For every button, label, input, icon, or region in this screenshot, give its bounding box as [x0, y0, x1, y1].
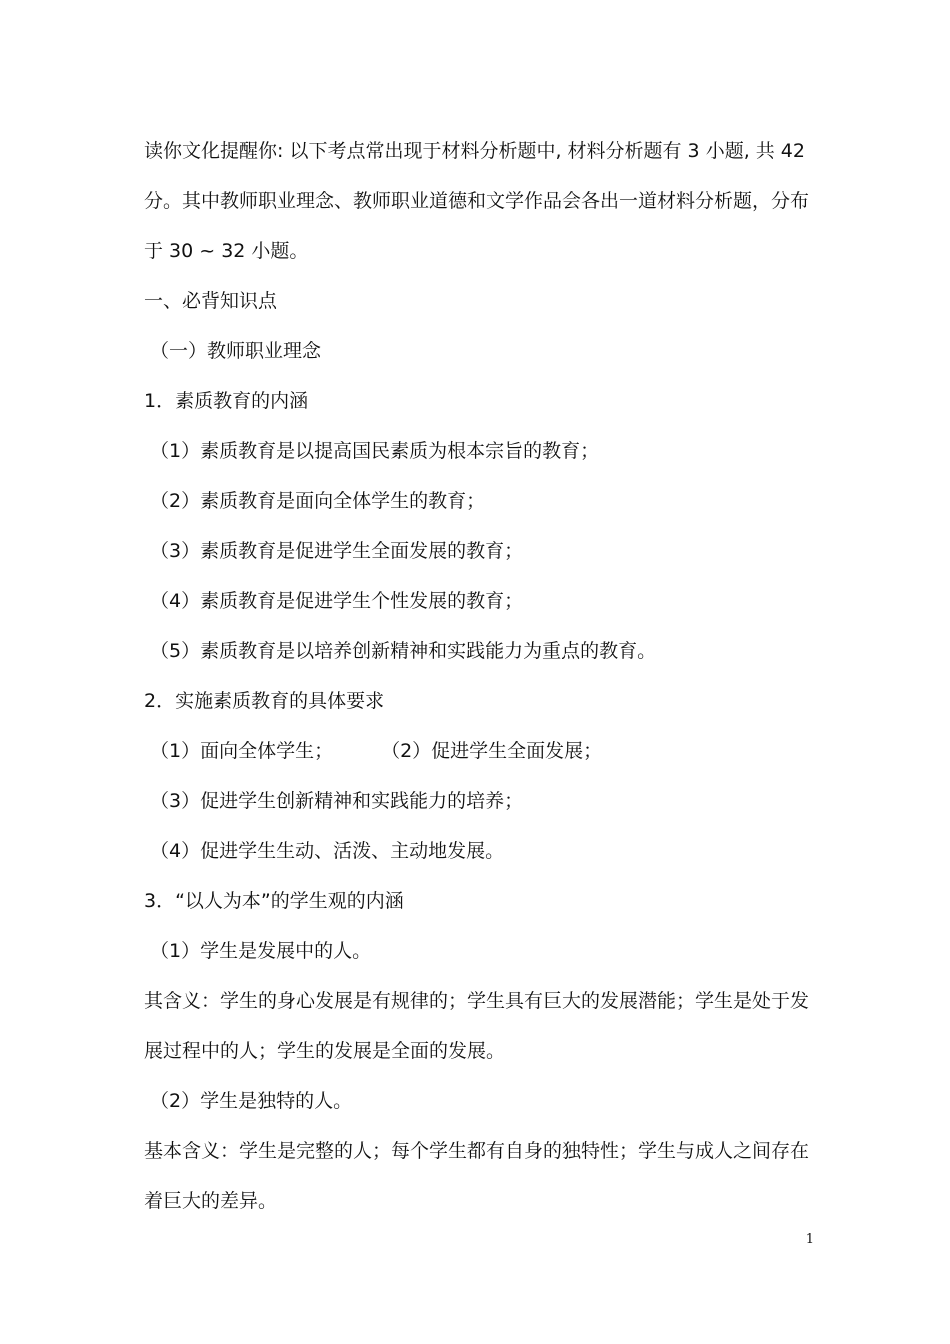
topic-heading-3: 3．“以人为本”的学生观的内涵: [144, 890, 404, 912]
paragraph-line: 着巨大的差异。: [144, 1190, 278, 1212]
list-item: （4）促进学生生动、活泼、主动地发展。: [150, 840, 505, 862]
list-item: （1）学生是发展中的人。: [150, 940, 372, 962]
intro-line-1: 读你文化提醒你: 以下考点常出现于材料分析题中, 材料分析题有 3 小题, 共 42: [144, 140, 805, 162]
list-item-pair: [144, 726, 812, 776]
list-item: （2）素质教育是面向全体学生的教育；: [150, 490, 486, 512]
document-body: [144, 126, 812, 1226]
topic-heading-1: 1．素质教育的内涵: [144, 390, 309, 412]
section-heading: 一、必背知识点: [144, 290, 278, 312]
list-item: （5）素质教育是以培养创新精神和实践能力为重点的教育。: [150, 640, 657, 662]
intro-line-3: 于 30 ~ 32 小题。: [144, 240, 309, 262]
list-item: （3）促进学生创新精神和实践能力的培养；: [150, 790, 524, 812]
topic-heading-2: 2．实施素质教育的具体要求: [144, 690, 385, 712]
list-item: （1）素质教育是以提高国民素质为根本宗旨的教育；: [150, 440, 600, 462]
list-item: （2）促进学生全面发展；: [381, 740, 603, 762]
intro-line-2: 分。其中教师职业理念、教师职业道德和文学作品会各出一道材料分析题，分布: [144, 190, 810, 212]
page-number: 1: [805, 1232, 814, 1247]
list-item: （1）面向全体学生；: [150, 740, 334, 762]
list-item: （3）素质教育是促进学生全面发展的教育；: [150, 540, 524, 562]
paragraph-line: 其含义：学生的身心发展是有规律的；学生具有巨大的发展潜能；学生是处于发: [144, 990, 810, 1012]
subsection-heading: （一）教师职业理念: [150, 340, 322, 362]
list-item: （4）素质教育是促进学生个性发展的教育；: [150, 590, 524, 612]
paragraph-line: 展过程中的人；学生的发展是全面的发展。: [144, 1040, 506, 1062]
paragraph-line: 基本含义：学生是完整的人；每个学生都有自身的独特性；学生与成人之间存在: [144, 1140, 810, 1162]
list-item: （2）学生是独特的人。: [150, 1090, 353, 1112]
